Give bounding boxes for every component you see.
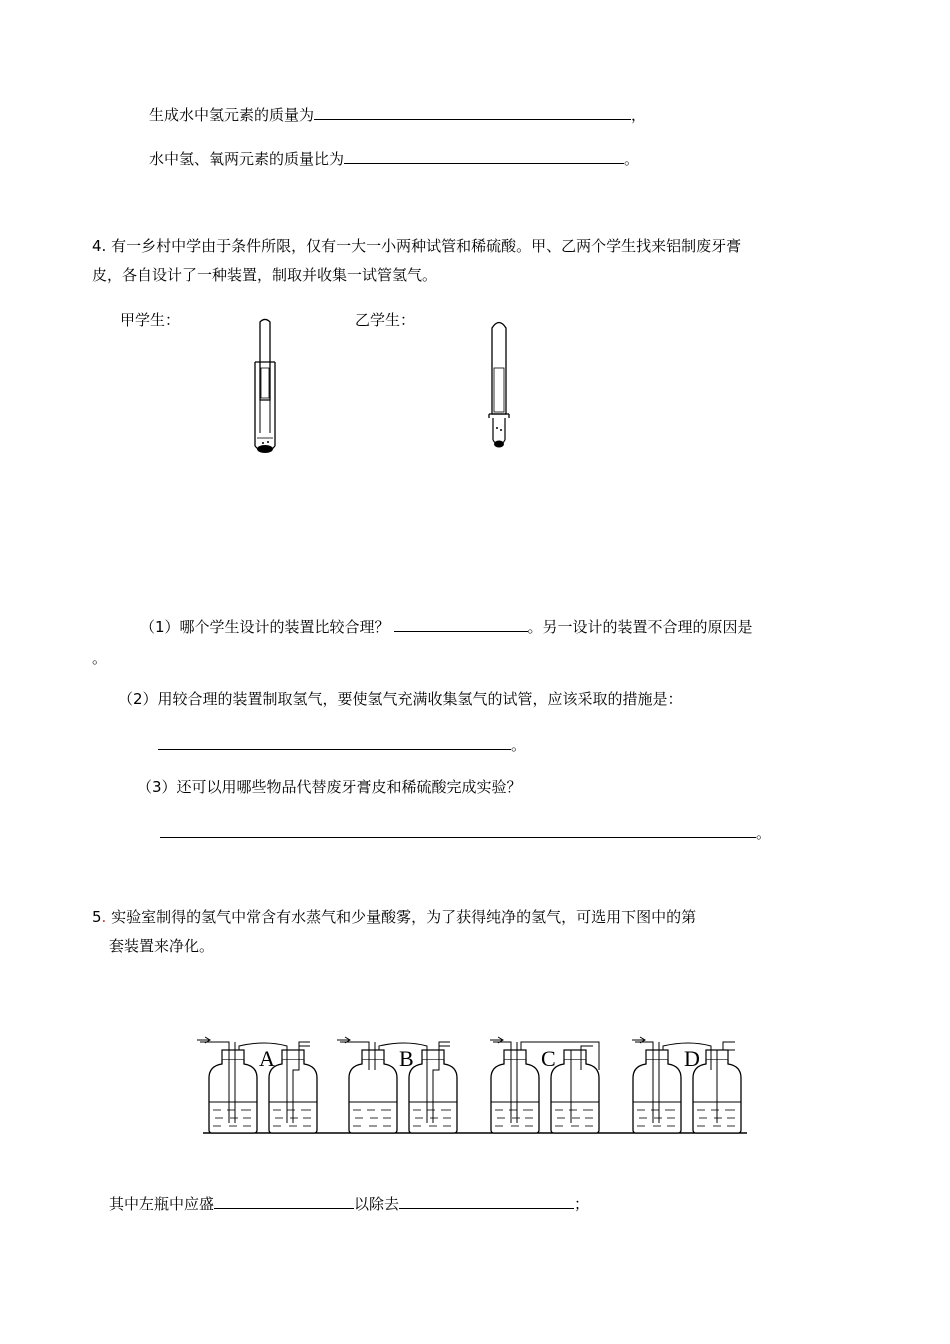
answer-blank[interactable]: [394, 616, 528, 632]
apparatus-set-b: [337, 1037, 457, 1133]
q4-sub2-end: 。: [511, 736, 527, 754]
q5-dot: .: [101, 908, 107, 926]
q4-number: 4: [92, 237, 102, 255]
q4-sub3-question: （3）还可以用哪些物品代替废牙膏皮和稀硫酸完成实验？: [137, 778, 522, 796]
test-tube-apparatus-a: [250, 318, 282, 458]
q4-sub1-question: （1）哪个学生设计的装置比较合理？: [140, 618, 390, 636]
q5-number: 5: [92, 908, 102, 926]
q3-line-1: [149, 104, 646, 125]
q4-stem-line-2: 皮，各自设计了一种装置，制取并收集一试管氢气。: [92, 266, 438, 284]
label-student-a: 甲学生：: [120, 311, 181, 329]
apparatus-label-d: D: [684, 1046, 700, 1071]
q5-stem-line-2: 套装置来净化。: [109, 937, 215, 955]
q5-fill-end: ；: [574, 1195, 590, 1213]
q4-sub1-end: 。: [92, 649, 108, 667]
apparatus-label-a: A: [259, 1046, 275, 1071]
q3-line2-end: 。: [624, 150, 640, 168]
q3-line2-text: 水中氢、氧两元素的质量比为: [149, 150, 345, 168]
q4-sub3-end: 。: [756, 824, 772, 842]
answer-blank[interactable]: [214, 1193, 354, 1209]
apparatus-label-b: B: [399, 1046, 414, 1071]
answer-blank[interactable]: [344, 148, 624, 164]
q3-line-2: [149, 148, 639, 169]
label-student-b: 乙学生：: [355, 311, 416, 329]
test-tube-apparatus-b: [485, 318, 517, 458]
q5-fill-line: [109, 1193, 589, 1214]
q5-fill-prefix: 其中左瓶中应盛: [109, 1195, 215, 1213]
q5-stem-text-1: 实验室制得的氢气中常含有水蒸气和少量酸雾，为了获得纯净的氢气，可选用下图中的第: [111, 908, 697, 926]
q4-stem-text-1: 有一乡村中学由于条件所限，仅有一大一小两种试管和稀硫酸。甲、乙两个学生找来铝制废牙膏: [111, 237, 742, 255]
gas-washing-bottles-diagram: [195, 1030, 755, 1142]
q4-stem-line-1: [92, 236, 741, 256]
apparatus-label-c: C: [541, 1046, 556, 1071]
q4-sub2-answer-line: [158, 734, 526, 755]
q3-line1-text: 生成水中氢元素的质量为: [149, 106, 315, 124]
q5-fill-mid: 以除去: [354, 1195, 400, 1213]
q4-sub3-answer-line: [160, 822, 771, 843]
q4-dot: .: [101, 237, 107, 255]
q4-sub2-question: （2）用较合理的装置制取氢气，要使氢气充满收集氢气的试管，应该采取的措施是：: [118, 690, 683, 708]
answer-blank[interactable]: [158, 734, 511, 750]
q3-line1-end: ，: [631, 106, 647, 124]
q4-sub1-question-cont: 。另一设计的装置不合理的原因是: [527, 618, 753, 636]
answer-blank[interactable]: [399, 1193, 574, 1209]
q5-stem-line-1: [92, 907, 696, 927]
q4-sub1-line: [140, 616, 753, 637]
apparatus-set-a: [197, 1037, 317, 1133]
answer-blank[interactable]: [160, 822, 756, 838]
answer-blank[interactable]: [314, 104, 631, 120]
